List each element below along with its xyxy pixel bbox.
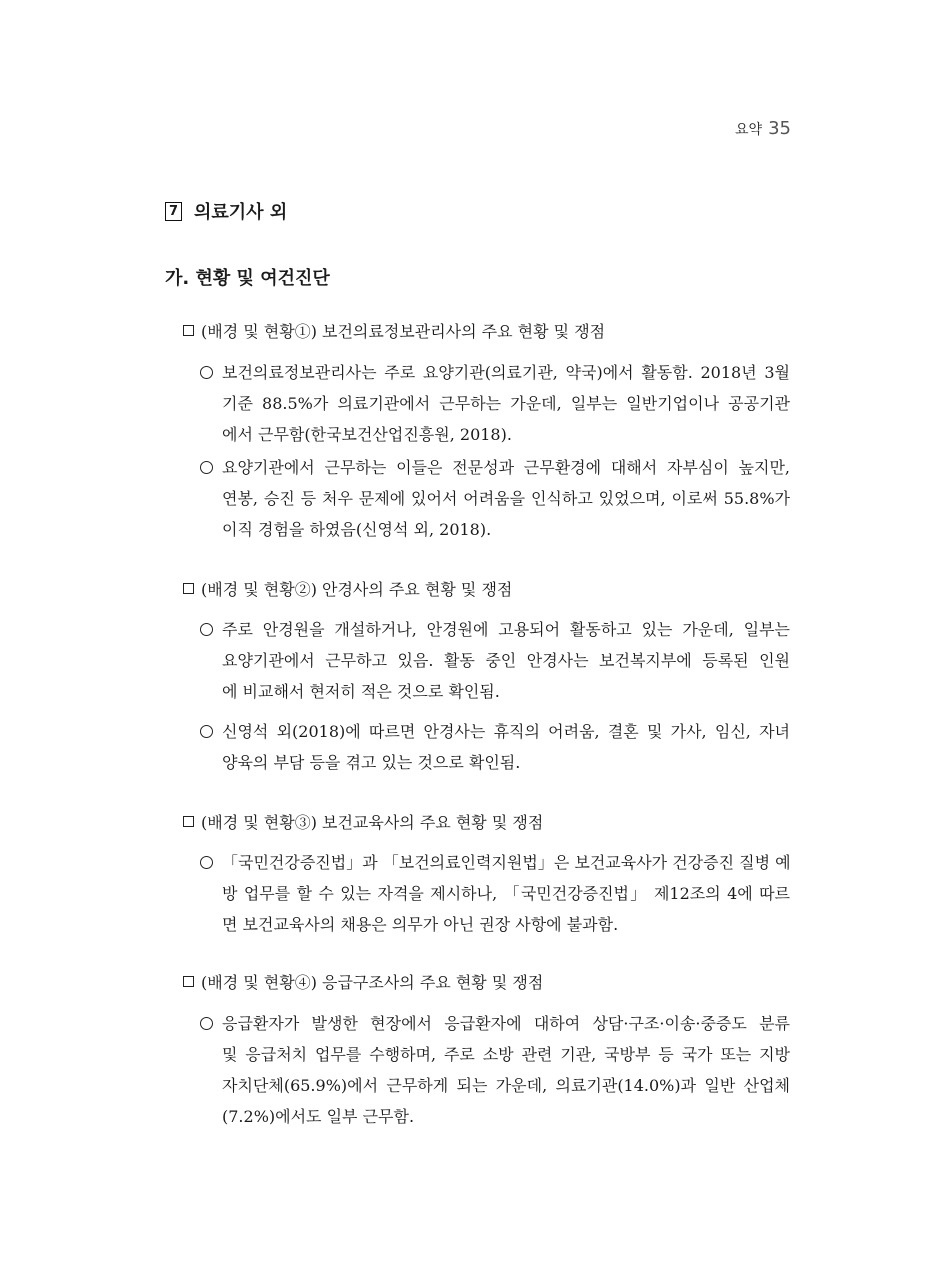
square-bullet-icon <box>183 583 194 594</box>
circle-bullet-icon <box>200 1017 213 1030</box>
bullet-line: 요양기관에서 근무하고 있음. 활동 중인 안경사는 보건복지부에 등록된 인원 <box>222 651 790 670</box>
bullet-line: 기준 88.5%가 의료기관에서 근무하는 가운데, 일부는 일반기업이나 공공기관 <box>222 394 790 413</box>
bullet-line: 양육의 부담 등을 겪고 있는 것으로 확인됨. <box>222 753 521 772</box>
bullet-item <box>200 357 800 450</box>
bullet-line: 연봉, 승진 등 처우 문제에 있어서 어려움을 인식하고 있었으며, 이로써 55.8%가 <box>222 489 790 508</box>
bullet-line: 자치단체(65.9%)에서 근무하게 되는 가운데, 의료기관(14.0%)과 일반 산업체 <box>222 1076 790 1095</box>
subsection-title: 가. 현황 및 여건진단 <box>165 268 330 289</box>
bullet-line: 주로 안경원을 개설하거나, 안경원에 고용되어 활동하고 있는 가운데, 일부는 <box>222 620 790 639</box>
bullet-line: 「국민건강증진법」과 「보건의료인력지원법」은 보건교육사가 건강증진 질병 예 <box>222 853 791 872</box>
circle-bullet-icon <box>200 856 213 869</box>
topic-title: (배경 및 현황③) 보건교육사의 주요 현황 및 쟁점 <box>201 813 544 832</box>
topic-title: (배경 및 현황①) 보건의료정보관리사의 주요 현황 및 쟁점 <box>201 322 606 341</box>
bullet-line: 및 응급처치 업무를 수행하며, 주로 소방 관련 기관, 국방부 등 국가 또는 지방 <box>222 1045 790 1064</box>
circle-bullet-icon <box>200 461 213 474</box>
topic-heading <box>183 319 605 342</box>
bullet-line: 에 비교해서 현저히 적은 것으로 확인됨. <box>222 682 500 701</box>
bullet-line: 면 보건교육사의 채용은 의무가 아닌 권장 사항에 불과함. <box>222 915 619 934</box>
bullet-item <box>200 452 800 545</box>
topic-heading <box>183 970 543 993</box>
bullet-line: 이직 경험을 하였음(신영석 외, 2018). <box>222 520 492 539</box>
running-header <box>735 118 791 139</box>
topic-heading <box>183 810 543 833</box>
bullet-item <box>200 614 800 707</box>
bullet-item <box>200 847 800 940</box>
bullet-line: 요양기관에서 근무하는 이들은 전문성과 근무환경에 대해서 자부심이 높지만, <box>222 458 790 477</box>
circle-bullet-icon <box>200 623 213 636</box>
header-label: 요약 <box>735 122 763 138</box>
topic-title: (배경 및 현황②) 안경사의 주요 현황 및 쟁점 <box>201 580 513 599</box>
bullet-line: 보건의료정보관리사는 주로 요양기관(의료기관, 약국)에서 활동함. 2018년 3월 <box>222 363 790 382</box>
square-bullet-icon <box>183 816 194 827</box>
bullet-line: 응급환자가 발생한 현장에서 응급환자에 대하여 상담·구조·이송·중증도 분류 <box>222 1014 790 1033</box>
section-title <box>165 198 287 224</box>
circle-bullet-icon <box>200 366 213 379</box>
bullet-line: 신영석 외(2018)에 따르면 안경사는 휴직의 어려움, 결혼 및 가사, 임신, 자녀 <box>222 722 790 741</box>
circle-bullet-icon <box>200 725 213 738</box>
square-bullet-icon <box>183 976 194 987</box>
bullet-item <box>200 1008 800 1132</box>
topic-heading <box>183 577 512 600</box>
section-number-box: 7 <box>165 202 182 221</box>
bullet-line: 에서 근무함(한국보건산업진흥원, 2018). <box>222 425 512 444</box>
section-title-text: 의료기사 외 <box>194 202 288 223</box>
bullet-line: (7.2%)에서도 일부 근무함. <box>222 1107 415 1126</box>
topic-title: (배경 및 현황④) 응급구조사의 주요 현황 및 쟁점 <box>201 973 544 992</box>
bullet-line: 방 업무를 할 수 있는 자격을 제시하나, 「국민건강증진법」 제12조의 4에 따르 <box>222 884 790 903</box>
page-number: 35 <box>768 118 791 139</box>
bullet-item <box>200 716 800 778</box>
square-bullet-icon <box>183 325 194 336</box>
